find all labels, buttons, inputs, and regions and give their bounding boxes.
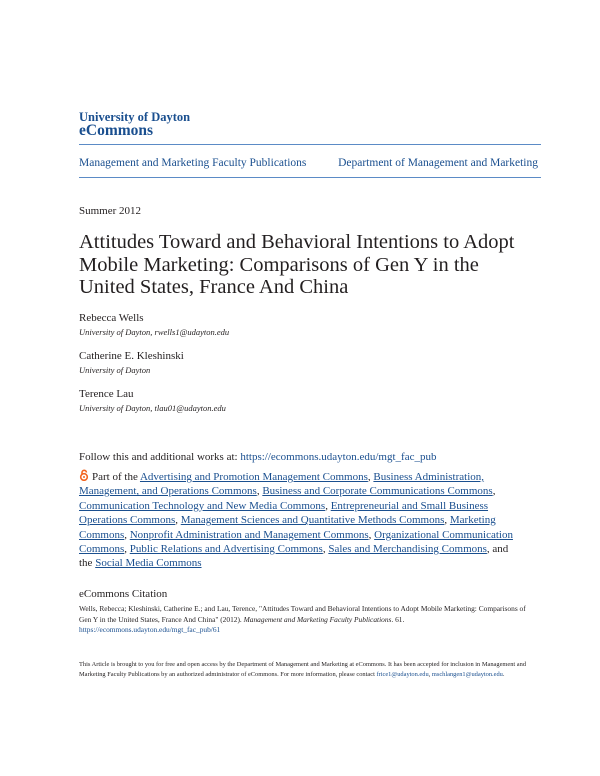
commons-link[interactable]: Management Sciences and Quantitative Methods Commons <box>180 514 445 527</box>
follow-label: Follow this and additional works at: <box>79 451 241 463</box>
author-affiliation <box>79 327 229 337</box>
header-rule-bottom <box>79 177 541 178</box>
author-affiliation <box>79 365 150 375</box>
part-of-commons <box>79 469 519 571</box>
citation-number: . 61. <box>391 614 405 624</box>
commons-link[interactable]: Social Media Commons <box>95 557 202 570</box>
citation-text <box>79 604 529 636</box>
author-email: , tlau01@udayton.edu <box>150 403 226 413</box>
open-access-icon <box>79 469 89 481</box>
separator: , <box>256 485 263 498</box>
commons-link[interactable]: Marketing Commons <box>79 514 496 541</box>
conjunction: , and the <box>79 543 509 570</box>
commons-link[interactable]: Nonprofit Administration and Management Commons <box>129 528 369 541</box>
author-name: Rebecca Wells <box>79 312 144 324</box>
contact-email-link[interactable]: mschlangen1@udayton.edu <box>431 671 503 678</box>
commons-link[interactable]: Business Administration, Management, and Operations Commons <box>79 471 485 498</box>
collection-link[interactable]: Management and Marketing Faculty Publications <box>79 157 307 169</box>
separator: , <box>367 471 374 483</box>
commons-link[interactable]: Business and Corporate Communications Commons <box>262 485 493 498</box>
author-affiliation <box>79 403 226 413</box>
footer-notice <box>79 660 529 680</box>
citation-body: Wells, Rebecca; Kleshinski, Catherine E.; and Lau, Terence, "Attitudes Toward and Behavioral Intentions to Adopt Mobile Marketing: Comparisons of Gen Y in the United States, France And China" (2012). <box>79 604 526 624</box>
part-of-prefix: Part of the <box>92 471 140 483</box>
separator: , <box>322 543 329 556</box>
contact-email-link[interactable]: frice1@udayton.edu <box>376 671 429 678</box>
separator: , <box>325 499 331 512</box>
footer-sep: , <box>428 671 432 678</box>
header-rule-top <box>79 144 541 145</box>
citation-url-link[interactable]: https://ecommons.udayton.edu/mgt_fac_pub/61 <box>79 625 221 634</box>
footer-end: . <box>502 671 505 678</box>
commons-link[interactable]: Organizational Communication Commons <box>79 528 513 556</box>
author-name: Terence Lau <box>79 388 134 400</box>
separator: , <box>368 528 375 541</box>
repository-name[interactable]: eCommons <box>79 122 154 139</box>
citation-journal: Management and Marketing Faculty Publications <box>243 614 392 624</box>
footer-text: This Article is brought to you for free and open access by the Department of Management and Marketing at eCommons. It has been accepted for inclusion in Management and Marketing Faculty Publications by an authorized administrator of eCommons. For more information, please contact <box>79 661 527 678</box>
author-name: Catherine E. Kleshinski <box>79 350 184 362</box>
commons-link[interactable]: Public Relations and Advertising Commons <box>129 543 323 556</box>
commons-link[interactable]: Communication Technology and New Media Commons <box>79 499 326 512</box>
publication-date: Summer 2012 <box>79 205 142 217</box>
department-link[interactable]: Department of Management and Marketing <box>338 157 538 169</box>
follow-line <box>79 451 436 463</box>
commons-link[interactable]: Sales and Merchandising Commons <box>328 543 487 556</box>
affiliation-name: University of Dayton <box>79 365 151 375</box>
affiliation-name: University of Dayton <box>79 327 151 337</box>
university-name: University of Dayton <box>79 110 191 124</box>
citation-heading: eCommons Citation <box>79 588 168 600</box>
separator: , <box>124 543 130 556</box>
commons-link[interactable]: Advertising and Promotion Management Commons <box>139 471 368 483</box>
separator: , <box>175 514 181 527</box>
separator: , <box>444 514 450 527</box>
separator: , <box>124 528 130 541</box>
article-title: Attitudes Toward and Behavioral Intentions to Adopt Mobile Marketing: Comparisons of Gen Y in the United States, France And China <box>79 231 515 298</box>
separator: , <box>492 485 496 498</box>
collection-url-link[interactable]: https://ecommons.udayton.edu/mgt_fac_pub <box>240 451 437 463</box>
affiliation-name: University of Dayton <box>79 403 151 413</box>
author-email: , rwells1@udayton.edu <box>150 327 230 337</box>
commons-link[interactable]: Entrepreneurial and Small Business Operations Commons <box>79 499 489 527</box>
